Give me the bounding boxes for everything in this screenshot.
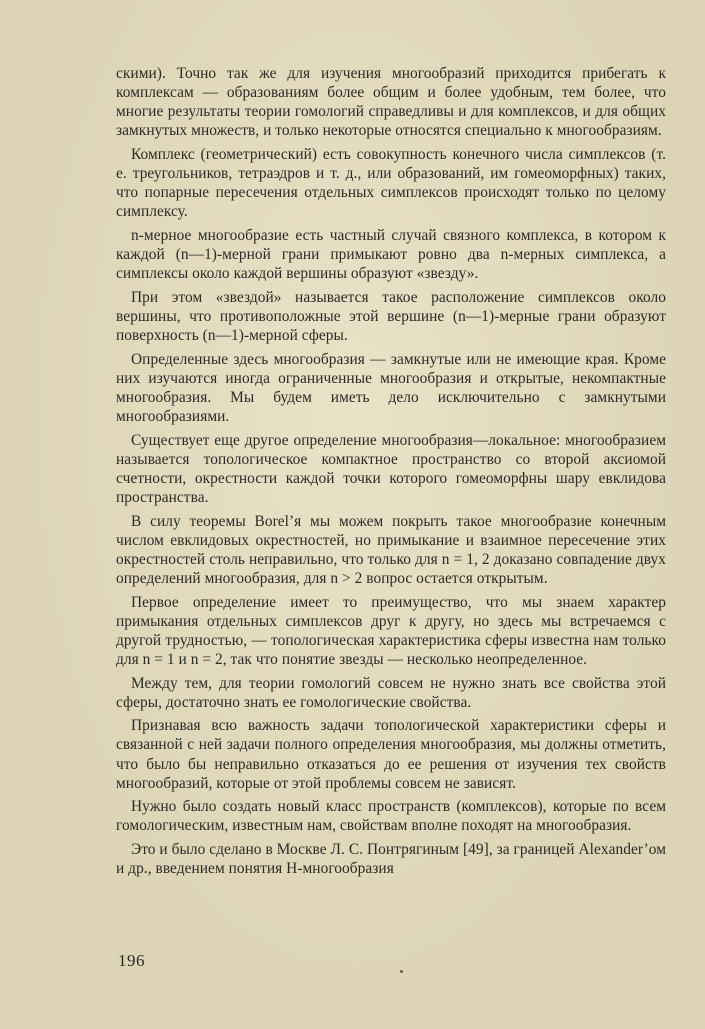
paragraph: Первое определение имеет то преимущество, что мы знаем характер примыкания отдельных симплексов друг к другу, но здесь мы встречаемся с другой трудностью, — топологическая характеристика сферы известна нам только для n = 1 и n = 2, так что понятие звезды — несколько неопределенное. xyxy=(116,593,666,668)
paragraph: Признавая всю важность задачи топологической характеристики сферы и связанной с ней задачи полного определения многообразия, мы должны отметить, что было бы неправильно отказаться до ее решения от изучения тех свойств многообразий, которые от этой проблемы совсем не зависят. xyxy=(116,717,666,792)
paragraph: Определенные здесь многообразия — замкнутые или не имеющие края. Кроме них изучаются иногда ограниченные многообразия и открытые, некомпактные многообразия. Мы будем иметь дело исключительно с замкнутыми многообразиями. xyxy=(116,350,666,425)
paper-speck xyxy=(400,970,403,973)
body-text xyxy=(116,64,666,883)
paragraph: При этом «звездой» называется такое расположение симплексов около вершины, что противоположные этой вершине (n—1)-мерные грани образуют поверхность (n—1)-мерной сферы. xyxy=(116,288,666,344)
paragraph: Комплекс (геометрический) есть совокупность конечного числа симплексов (т. е. треугольников, тетраэдров и т. д., или образований, им гомеоморфных) таких, что попарные пересечения отдельных симплексов происходят только по целому симплексу. xyxy=(116,145,666,221)
paragraph: Между тем, для теории гомологий совсем не нужно знать все свойства этой сферы, достаточно знать ее гомологические свойства. xyxy=(116,674,666,711)
paragraph: Нужно было создать новый класс пространств (комплексов), которые по всем гомологическим, известным нам, свойствам вполне походят на многообразия. xyxy=(116,798,666,835)
page-number: 196 xyxy=(118,951,145,970)
paragraph: n-мерное многообразие есть частный случай связного комплекса, в котором к каждой (n—1)-мерной грани примыкают ровно два n-мерных симплекса, а симплексы около каждой вершины образуют «звезду». xyxy=(116,226,666,283)
paragraph: В силу теоремы Borel’я мы можем покрыть такое многообразие конечным числом евклидовых окрестностей, но примыкание и взаимное пересечение этих окрестностей столь неправильно, что только для n = 1, 2 доказано совпадение двух определений многообразия, для n > 2 вопрос остается открытым. xyxy=(116,512,666,587)
paragraph: Существует еще другое определение многообразия—локальное: многообразием называется топологическое компактное пространство со второй аксиомой счетности, окрестности каждой точки которого гомеоморфны шару евклидова пространства. xyxy=(116,431,666,506)
paragraph: Это и было сделано в Москве Л. С. Понтрягиным [49], за границей Alexander’ом и др., введением понятия H-многообразия xyxy=(116,841,666,878)
paragraph: скими). Точно так же для изучения многообразий приходится прибегать к комплексам — образованиям более общим и более удобным, тем более, что многие результаты теории гомологий справедливы и для комплексов, и для общих замкнутых множеств, и только некоторые относятся специально к многообразиям. xyxy=(116,65,666,140)
